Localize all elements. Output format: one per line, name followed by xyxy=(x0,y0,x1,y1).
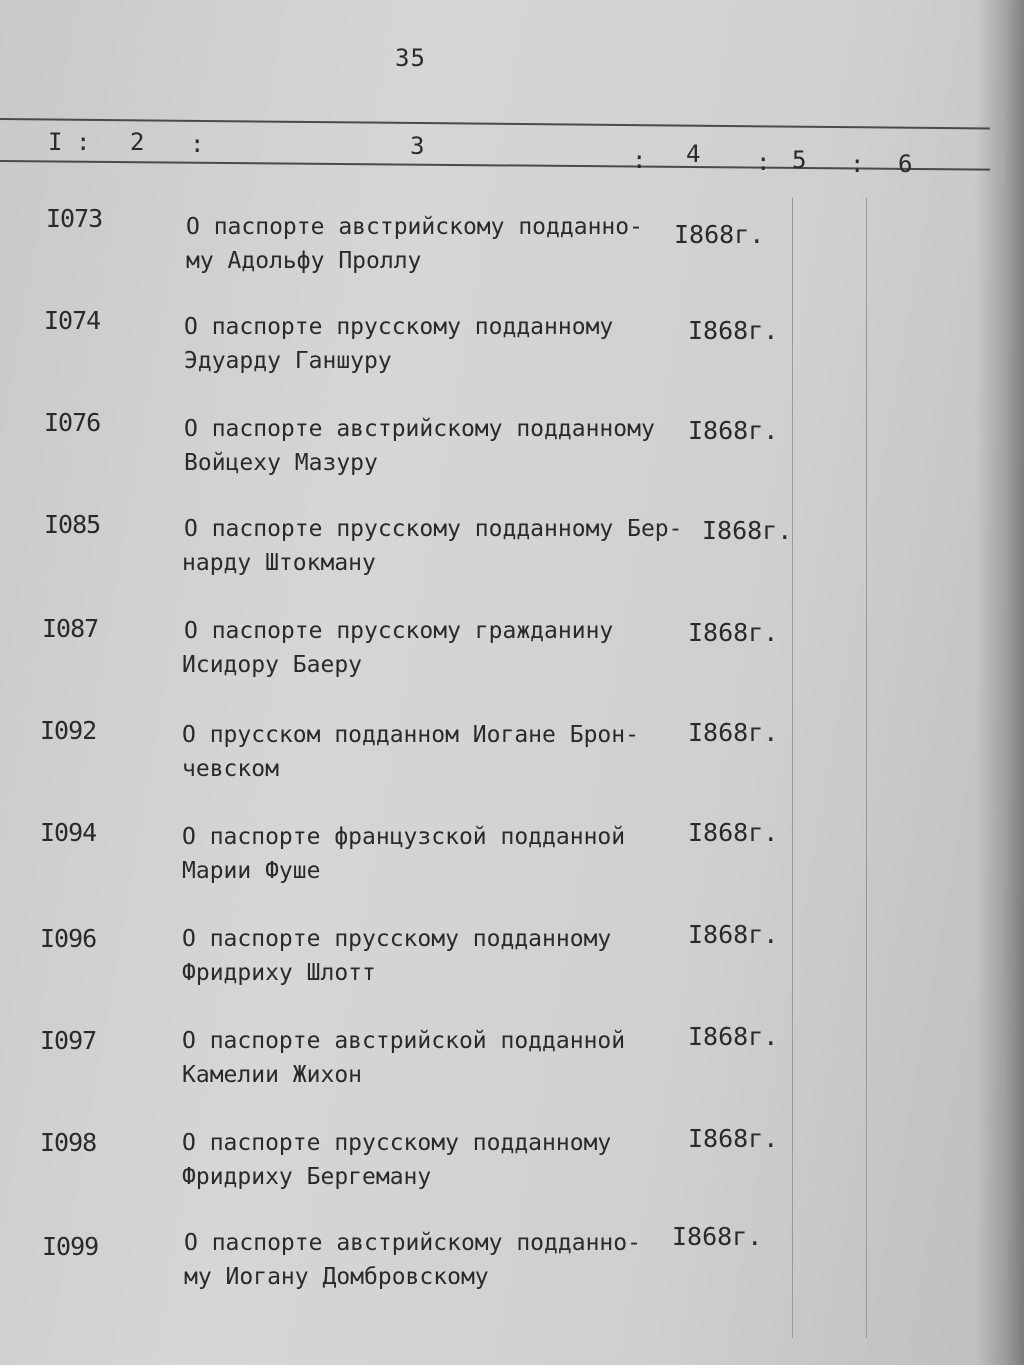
case-number: I094 xyxy=(40,818,97,847)
table-row xyxy=(0,204,1024,294)
case-number: I087 xyxy=(42,614,99,643)
case-description-line2: Эдуарду Ганшуру xyxy=(184,348,392,374)
header-rule-bottom xyxy=(0,160,990,171)
case-description-line2: Исидору Баеру xyxy=(182,652,363,678)
column-header-6: 6 xyxy=(898,150,913,178)
case-number: I092 xyxy=(40,716,97,745)
case-number: I076 xyxy=(44,408,101,437)
case-description-line2: му Иогану Домбровскому xyxy=(184,1264,489,1290)
case-description-line1: О паспорте австрийскому подданно- xyxy=(186,214,643,240)
table-row xyxy=(0,1124,1024,1214)
column-separator: : xyxy=(190,130,205,158)
case-year: I868г. xyxy=(688,618,779,647)
case-number: I099 xyxy=(42,1232,99,1261)
case-year: I868г. xyxy=(688,718,779,747)
case-description-line1: О паспорте прусскому подданному Бер- xyxy=(184,516,683,542)
header-rule-top xyxy=(0,118,990,130)
case-description-line2: му Адольфу Проллу xyxy=(186,248,422,274)
case-description-line1: О паспорте французской подданной xyxy=(182,824,626,850)
case-number: I074 xyxy=(44,306,101,335)
case-year: I868г. xyxy=(688,920,779,949)
case-description-line1: О паспорте прусскому подданному xyxy=(184,314,614,340)
case-description-line2: Фридриху Шлотт xyxy=(182,960,376,986)
case-year: I868г. xyxy=(688,818,779,847)
case-year: I868г. xyxy=(674,220,765,249)
case-year: I868г. xyxy=(688,416,779,445)
table-row xyxy=(0,408,1024,498)
case-year: I868г. xyxy=(688,1022,779,1051)
case-description-line1: О паспорте прусскому подданному xyxy=(182,926,612,952)
case-year: I868г. xyxy=(688,1124,779,1153)
table-row xyxy=(0,612,1024,702)
column-separator: : xyxy=(632,146,647,174)
case-year: I868г. xyxy=(688,316,779,345)
column-header-5: 5 xyxy=(792,146,807,174)
case-year: I868г. xyxy=(702,516,793,545)
case-description-line2: Марии Фуше xyxy=(182,858,321,884)
column-header-1: I xyxy=(48,128,63,156)
case-description-line1: О прусском подданном Иогане Брон- xyxy=(182,722,639,748)
table-row xyxy=(0,510,1024,600)
case-description-line2: Войцеху Мазуру xyxy=(184,450,378,476)
case-number: I085 xyxy=(44,510,101,539)
case-year: I868г. xyxy=(672,1222,763,1251)
table-row xyxy=(0,920,1024,1010)
table-row xyxy=(0,1022,1024,1112)
column-header-4: 4 xyxy=(686,140,701,168)
case-number: I097 xyxy=(40,1026,97,1055)
case-description-line1: О паспорте прусскому подданному xyxy=(182,1130,612,1156)
column-separator: : xyxy=(76,128,91,156)
table-row xyxy=(0,306,1024,396)
case-description-line2: Фридриху Бергеману xyxy=(182,1164,432,1190)
case-number: I096 xyxy=(40,924,97,953)
column-header-3: 3 xyxy=(410,132,425,160)
table-row xyxy=(0,714,1024,804)
case-description-line2: чевском xyxy=(182,756,279,782)
column-header-2: 2 xyxy=(130,128,145,156)
page-number: 35 xyxy=(395,44,426,72)
case-description-line1: О паспорте австрийскому подданному xyxy=(184,416,655,442)
case-description-line1: О паспорте австрийской подданной xyxy=(182,1028,626,1054)
case-description-line2: Камелии Жихон xyxy=(182,1062,363,1088)
case-description-line2: нарду Штокману xyxy=(182,550,376,576)
case-description-line1: О паспорте австрийскому подданно- xyxy=(184,1230,641,1256)
table-row xyxy=(0,816,1024,906)
column-separator: : xyxy=(850,150,865,178)
column-separator: : xyxy=(756,148,771,176)
case-number: I098 xyxy=(40,1128,97,1157)
case-description-line1: О паспорте прусскому гражданину xyxy=(184,618,614,644)
case-number: I073 xyxy=(46,204,103,233)
table-row xyxy=(0,1222,1024,1316)
